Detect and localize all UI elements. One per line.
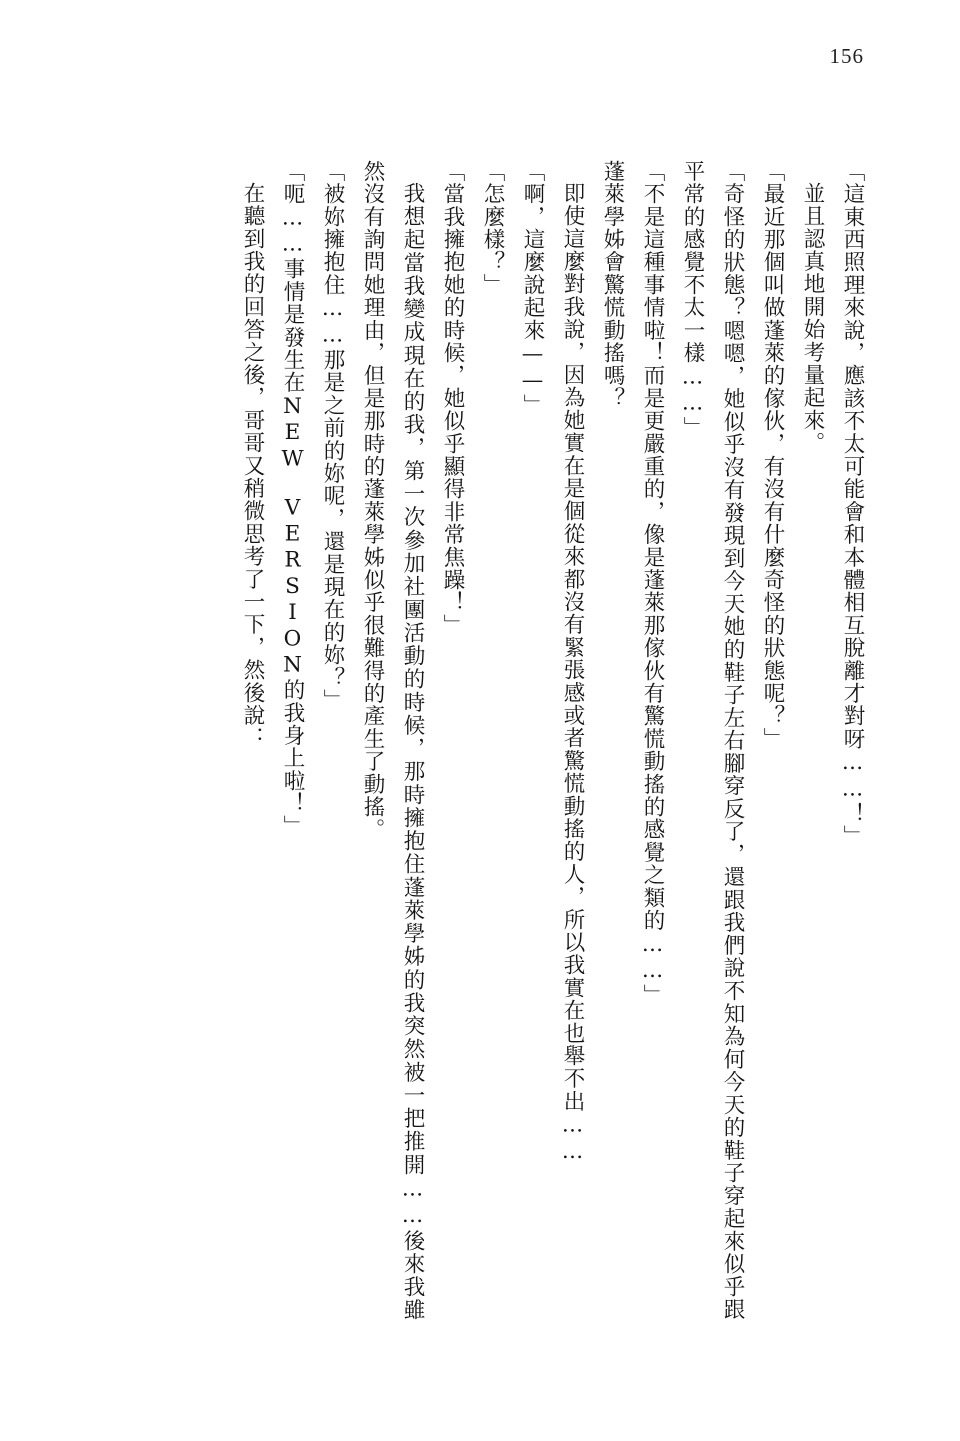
paragraph: 「怎麼樣？」	[480, 160, 505, 297]
paragraph: 「這東西照理來說，應該不太可能會和本體相互脫離才對呀……！」	[840, 160, 865, 848]
paragraph: 並且認真地開始考量起來。	[800, 181, 825, 454]
paragraph: 即使這麼對我說，因為她實在是個從來都沒有緊張感或者驚慌動搖的人，所以我實在也舉不出……	[560, 181, 585, 1165]
paragraph: 「奇怪的狀態？嗯嗯，她似乎沒有發現到今天她的鞋子左右腳穿反了，還跟我們說不知為何今天的鞋子穿起來似乎跟平常的感覺不太一樣……」	[680, 160, 745, 1321]
paragraph: 「當我擁抱她的時候，她似乎顯得非常焦躁！」	[440, 160, 465, 637]
paragraph: 蓬萊學姊會驚慌動搖嗎？	[600, 160, 625, 410]
paragraph: 「被妳擁抱住……那是之前的妳呢，還是現在的妳？」	[320, 160, 345, 712]
page-number: 156	[829, 44, 864, 68]
paragraph: 「最近那個叫做蓬萊的傢伙，有沒有什麼奇怪的狀態呢？」	[760, 160, 785, 751]
page-body-text	[100, 160, 872, 1321]
paragraph: 「呃……事情是發生在NEW VERSION的我身上啦！」	[280, 160, 305, 838]
paragraph: 我想起當我變成現在的我，第一次參加社團活動的時候，那時擁抱住蓬萊學姊的我突然被一把推開……後來我雖然沒有詢問她理由，但是那時的蓬萊學姊似乎很難得的產生了動搖。	[360, 160, 425, 1321]
paragraph: 「啊，這麼說起來——」	[520, 160, 545, 417]
paragraph: 「不是這種事情啦！而是更嚴重的，像是蓬萊那傢伙有驚慌動搖的感覺之類的……」	[640, 160, 665, 1007]
paragraph: 在聽到我的回答之後，哥哥又稍微思考了一下，然後說：	[240, 181, 265, 749]
